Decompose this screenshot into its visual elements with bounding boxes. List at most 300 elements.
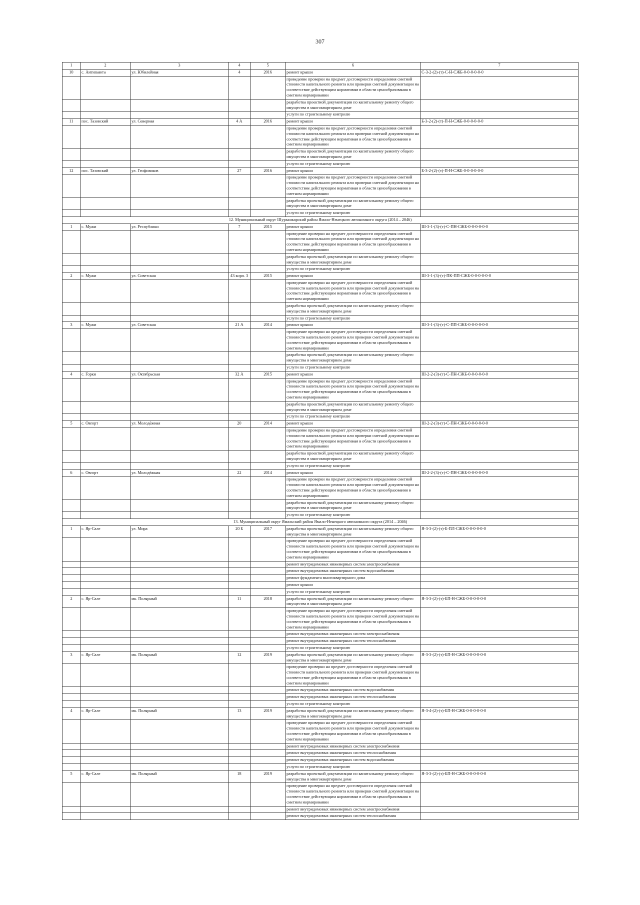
year-cell: 2019 <box>250 652 285 664</box>
empty-cell <box>420 582 578 589</box>
street-cell: ул. Молодёжная <box>130 470 228 477</box>
empty-cell <box>130 757 228 764</box>
empty-cell <box>62 280 80 303</box>
empty-cell <box>250 401 285 413</box>
empty-cell <box>80 427 130 450</box>
work-type-cell: ремонт крыши <box>285 582 420 589</box>
work-subrow <box>62 450 578 462</box>
empty-cell <box>62 743 80 750</box>
empty-cell <box>250 99 285 111</box>
table-row <box>62 371 578 378</box>
work-type-cell: ремонт внутридомовых инженерных систем теплоснабжения <box>285 638 420 645</box>
empty-cell <box>62 512 80 519</box>
work-type-cell: ремонт внутридомовых инженерных систем теплоснабжения <box>285 813 420 820</box>
empty-cell <box>80 198 130 210</box>
empty-cell <box>228 701 250 708</box>
empty-cell <box>130 210 228 217</box>
work-subrow <box>62 315 578 322</box>
empty-cell <box>62 427 80 450</box>
empty-cell <box>80 315 130 322</box>
work-type-cell: услуги по строительному контролю <box>285 111 420 118</box>
empty-cell <box>62 76 80 99</box>
empty-cell <box>62 561 80 568</box>
empty-cell <box>130 743 228 750</box>
street-cell: ул. Молодёжная <box>130 420 228 427</box>
empty-cell <box>228 148 250 160</box>
empty-cell <box>130 645 228 652</box>
empty-cell <box>228 806 250 813</box>
street-cell: мк. Полярный <box>130 771 228 783</box>
empty-cell <box>420 589 578 596</box>
empty-cell <box>228 813 250 820</box>
empty-cell <box>228 266 250 273</box>
empty-cell <box>62 631 80 638</box>
table-row <box>62 118 578 125</box>
work-subrow <box>62 125 578 148</box>
empty-cell <box>228 743 250 750</box>
empty-cell <box>130 561 228 568</box>
work-subrow <box>62 364 578 371</box>
empty-cell <box>420 694 578 701</box>
work-subrow <box>62 783 578 806</box>
empty-cell <box>62 99 80 111</box>
empty-cell <box>62 315 80 322</box>
street-cell: ул. Советская <box>130 273 228 280</box>
work-subrow <box>62 231 578 254</box>
empty-cell <box>228 210 250 217</box>
empty-cell <box>228 111 250 118</box>
empty-cell <box>62 720 80 743</box>
empty-cell <box>62 568 80 575</box>
empty-cell <box>228 575 250 582</box>
street-cell: мк. Полярный <box>130 708 228 720</box>
work-type-cell: разработка проектной документации по капитальному ремонту общего имущества в многоквартирном доме <box>285 708 420 720</box>
empty-cell <box>420 608 578 631</box>
empty-cell <box>62 352 80 364</box>
empty-cell <box>130 750 228 757</box>
work-type-cell: разработка проектной документации по капитальному ремонту общего имущества в многоквартирном доме <box>285 652 420 664</box>
empty-cell <box>420 645 578 652</box>
header-cell-1: 1 <box>62 62 80 69</box>
work-subrow <box>62 476 578 499</box>
work-type-cell: проведение проверки на предмет достоверности определения сметной стоимости капитального ремонта или проверки сметной документации на соответствие действующим нормативам в области ценообразования в сметном нормировании <box>286 428 419 449</box>
empty-cell <box>130 582 228 589</box>
empty-cell <box>250 783 285 806</box>
object-code-cell: С-3-2-(2)-(т)-С-Н-СЖБ-0-0-0-0-0-0 <box>420 69 578 76</box>
street-cell: мк. Полярный <box>130 596 228 608</box>
empty-cell <box>228 764 250 771</box>
empty-cell <box>80 645 130 652</box>
empty-cell <box>130 401 228 413</box>
work-type-cell: ремонт крыши <box>285 69 420 76</box>
empty-cell <box>250 757 285 764</box>
empty-cell <box>420 254 578 266</box>
empty-cell <box>250 568 285 575</box>
work-subrow <box>62 743 578 750</box>
empty-cell <box>62 764 80 771</box>
work-subrow <box>62 148 578 160</box>
settlement-cell: с. Яр-Сале <box>80 708 130 720</box>
year-cell: 2014 <box>250 470 285 477</box>
object-code-cell: Ш-2-2-(3)-(т)-С-ПН-СЖБ-0-0-0-0-0-0 <box>420 371 578 378</box>
empty-cell <box>250 364 285 371</box>
empty-cell <box>62 575 80 582</box>
work-subrow <box>62 687 578 694</box>
empty-cell <box>80 631 130 638</box>
empty-cell <box>80 538 130 561</box>
empty-cell <box>228 315 250 322</box>
header-cell-4: 4 <box>228 62 250 69</box>
empty-cell <box>80 694 130 701</box>
empty-cell <box>130 148 228 160</box>
empty-cell <box>62 254 80 266</box>
table-row <box>62 224 578 231</box>
street-cell: ул. Юбилейная <box>130 69 228 76</box>
empty-cell <box>250 161 285 168</box>
empty-cell <box>228 589 250 596</box>
work-type-cell: ремонт внутридомовых инженерных систем водоснабжения <box>285 687 420 694</box>
empty-cell <box>420 687 578 694</box>
empty-cell <box>228 687 250 694</box>
empty-cell <box>250 174 285 197</box>
work-type-cell: проведение проверки на предмет достоверности определения сметной стоимости капитального ремонта или проверки сметной документации на соответствие действующим нормативам в области ценообразования в сметном нормировании <box>286 783 419 805</box>
street-cell: мк. Полярный <box>130 652 228 664</box>
empty-cell <box>420 538 578 561</box>
empty-cell <box>250 266 285 273</box>
empty-cell <box>130 76 228 99</box>
empty-cell <box>228 664 250 687</box>
empty-cell <box>228 694 250 701</box>
empty-cell <box>130 254 228 266</box>
empty-cell <box>420 427 578 450</box>
object-code-cell: Я-3-4-(2)-(т)-БП-Н-СЖБ-0-0-0-0-0-0 <box>420 708 578 720</box>
empty-cell <box>80 352 130 364</box>
house-number-cell: 27 <box>228 168 250 175</box>
table-row <box>62 470 578 477</box>
empty-cell <box>420 743 578 750</box>
work-subrow <box>62 329 578 352</box>
empty-cell <box>420 198 578 210</box>
empty-cell <box>62 476 80 499</box>
work-type-cell: разработка проектной документации по капитальному ремонту общего имущества в многоквартирном доме <box>285 352 420 364</box>
table-row <box>62 322 578 329</box>
empty-cell <box>130 450 228 462</box>
empty-cell <box>80 720 130 743</box>
work-subrow <box>62 254 578 266</box>
empty-cell <box>250 125 285 148</box>
empty-cell <box>62 329 80 352</box>
empty-cell <box>130 631 228 638</box>
work-type-cell: ремонт крыши <box>285 118 420 125</box>
work-type-cell: ремонт внутридомовых инженерных систем электроснабжения <box>285 743 420 750</box>
empty-cell <box>62 538 80 561</box>
work-type-cell: ремонт крыши <box>285 273 420 280</box>
work-type-cell: разработка проектной документации по капитальному ремонту общего имущества в многоквартирном доме <box>285 771 420 783</box>
section-title: 12. Муниципальный округ Шурышкарский район Ямало-Ненецкого автономного округа (2014 – 2046) <box>62 217 578 224</box>
work-subrow <box>62 631 578 638</box>
work-type-cell: проведение проверки на предмет достоверности определения сметной стоимости капитального ремонта или проверки сметной документации на соответствие действующим нормативам в области ценообразования в сметном нормировании <box>286 76 419 98</box>
empty-cell <box>250 427 285 450</box>
empty-cell <box>80 254 130 266</box>
empty-cell <box>80 378 130 401</box>
house-number-cell: 11 <box>228 596 250 608</box>
empty-cell <box>250 575 285 582</box>
empty-cell <box>80 401 130 413</box>
work-type-cell: проведение проверки на предмет достоверности определения сметной стоимости капитального ремонта или проверки сметной документации на соответствие действующим нормативам в области ценообразования в сметном нормировании <box>286 720 419 742</box>
empty-cell <box>130 413 228 420</box>
house-number-cell: 12 <box>228 652 250 664</box>
empty-cell <box>80 329 130 352</box>
empty-cell <box>250 645 285 652</box>
empty-cell <box>62 413 80 420</box>
table-row <box>62 771 578 783</box>
empty-cell <box>250 76 285 99</box>
work-type-cell: проведение проверки на предмет достоверности определения сметной стоимости капитального ремонта или проверки сметной документации на соответствие действующим нормативам в области ценообразования в сметном нормировании <box>286 280 419 302</box>
empty-cell <box>420 266 578 273</box>
empty-cell <box>228 303 250 315</box>
empty-cell <box>80 608 130 631</box>
empty-cell <box>62 148 80 160</box>
empty-cell <box>250 687 285 694</box>
empty-cell <box>420 764 578 771</box>
work-subrow <box>62 266 578 273</box>
empty-cell <box>80 450 130 462</box>
table-row <box>62 273 578 280</box>
empty-cell <box>62 161 80 168</box>
empty-cell <box>250 450 285 462</box>
object-code-cell: Б-3-2-(2)-(т)-П-Н-СЖБ-0-0-0-0-0-0 <box>420 118 578 125</box>
empty-cell <box>420 364 578 371</box>
empty-cell <box>420 378 578 401</box>
empty-cell <box>420 500 578 512</box>
work-type-cell: ремонт крыши <box>285 224 420 231</box>
row-number: 12 <box>62 168 80 175</box>
empty-cell <box>80 161 130 168</box>
empty-cell <box>130 111 228 118</box>
object-code-cell: Я-3-3-(2)-(т)-БП-Н-СЖБ-0-0-0-0-0-0 <box>420 771 578 783</box>
house-number-cell: 4 А <box>228 118 250 125</box>
empty-cell <box>62 174 80 197</box>
work-type-cell: услуги по строительному контролю <box>285 701 420 708</box>
empty-cell <box>130 512 228 519</box>
empty-cell <box>62 687 80 694</box>
work-type-cell: проведение проверки на предмет достоверности определения сметной стоимости капитального ремонта или проверки сметной документации на соответствие действующим нормативам в области ценообразования в сметном нормировании <box>286 608 419 630</box>
empty-cell <box>420 631 578 638</box>
work-type-cell: разработка проектной документации по капитальному ремонту общего имущества в многоквартирном доме <box>285 254 420 266</box>
work-subrow <box>62 764 578 771</box>
empty-cell <box>228 512 250 519</box>
empty-cell <box>420 329 578 352</box>
empty-cell <box>80 575 130 582</box>
empty-cell <box>228 378 250 401</box>
empty-cell <box>130 476 228 499</box>
house-number-cell: 20 Б <box>228 526 250 538</box>
empty-cell <box>420 401 578 413</box>
empty-cell <box>250 111 285 118</box>
empty-cell <box>250 589 285 596</box>
empty-cell <box>80 266 130 273</box>
street-cell: ул. Мира <box>130 526 228 538</box>
empty-cell <box>228 231 250 254</box>
object-code-cell: Ш-3-1-(3)-(т)-С-ПП-СЖБ-0-0-0-0-0-0 <box>420 322 578 329</box>
empty-cell <box>62 608 80 631</box>
empty-cell <box>420 148 578 160</box>
work-subrow <box>62 463 578 470</box>
object-code-cell: Ш-2-2-(3)-(т)-С-ПН-СЖБ-0-0-0-0-0-0 <box>420 420 578 427</box>
work-type-cell: ремонт внутридомовых инженерных систем электроснабжения <box>285 806 420 813</box>
empty-cell <box>250 631 285 638</box>
empty-cell <box>80 806 130 813</box>
empty-cell <box>80 125 130 148</box>
empty-cell <box>228 413 250 420</box>
empty-cell <box>130 161 228 168</box>
empty-cell <box>62 813 80 820</box>
work-type-cell: проведение проверки на предмет достоверности определения сметной стоимости капитального ремонта или проверки сметной документации на соответствие действующим нормативам в области ценообразования в сметном нормировании <box>286 125 419 147</box>
table-row <box>62 168 578 175</box>
empty-cell <box>80 476 130 499</box>
work-type-cell: проведение проверки на предмет достоверности определения сметной стоимости капитального ремонта или проверки сметной документации на соответствие действующим нормативам в области ценообразования в сметном нормировании <box>286 477 419 498</box>
empty-cell <box>80 174 130 197</box>
empty-cell <box>250 148 285 160</box>
work-subrow <box>62 413 578 420</box>
work-subrow <box>62 174 578 197</box>
work-subrow <box>62 589 578 596</box>
row-number: 6 <box>62 470 80 477</box>
empty-cell <box>62 364 80 371</box>
empty-cell <box>130 813 228 820</box>
empty-cell <box>250 720 285 743</box>
empty-cell <box>420 231 578 254</box>
empty-cell <box>130 608 228 631</box>
work-type-cell: ремонт крыши <box>285 322 420 329</box>
row-number: 10 <box>62 69 80 76</box>
empty-cell <box>80 589 130 596</box>
work-subrow <box>62 813 578 820</box>
work-type-cell: разработка проектной документации по капитальному ремонту общего имущества в многоквартирном доме <box>285 596 420 608</box>
table-row <box>62 69 578 76</box>
empty-cell <box>228 582 250 589</box>
empty-cell <box>420 99 578 111</box>
empty-cell <box>250 512 285 519</box>
empty-cell <box>80 582 130 589</box>
settlement-cell: с. Овгорт <box>80 420 130 427</box>
empty-cell <box>228 99 250 111</box>
empty-cell <box>228 450 250 462</box>
work-subrow <box>62 608 578 631</box>
work-type-cell: разработка проектной документации по капитальному ремонту общего имущества в многоквартирном доме <box>285 401 420 413</box>
empty-cell <box>62 378 80 401</box>
table-row <box>62 526 578 538</box>
house-number-cell: 7 <box>228 224 250 231</box>
empty-cell <box>130 303 228 315</box>
empty-cell <box>130 764 228 771</box>
year-cell: 2016 <box>250 118 285 125</box>
work-subrow <box>62 582 578 589</box>
empty-cell <box>80 280 130 303</box>
settlement-cell: с. Мужи <box>80 224 130 231</box>
empty-cell <box>420 701 578 708</box>
empty-cell <box>420 463 578 470</box>
empty-cell <box>62 664 80 687</box>
work-type-cell: ремонт крыши <box>285 168 420 175</box>
work-type-cell: услуги по строительному контролю <box>285 413 420 420</box>
empty-cell <box>130 280 228 303</box>
street-cell: ул. Октябрьская <box>130 371 228 378</box>
empty-cell <box>62 210 80 217</box>
empty-cell <box>130 198 228 210</box>
row-number: 3 <box>62 322 80 329</box>
empty-cell <box>250 538 285 561</box>
settlement-cell: с. Яр-Сале <box>80 652 130 664</box>
settlement-cell: с. Мужи <box>80 273 130 280</box>
empty-cell <box>130 720 228 743</box>
work-subrow <box>62 806 578 813</box>
work-subrow <box>62 757 578 764</box>
empty-cell <box>250 476 285 499</box>
header-cell-7: 7 <box>420 62 578 69</box>
empty-cell <box>228 568 250 575</box>
empty-cell <box>420 783 578 806</box>
empty-cell <box>130 500 228 512</box>
house-number-cell: 43 корп. 3 <box>228 273 250 280</box>
empty-cell <box>80 568 130 575</box>
empty-cell <box>420 638 578 645</box>
empty-cell <box>62 303 80 315</box>
work-type-cell: ремонт крыши <box>285 420 420 427</box>
empty-cell <box>420 757 578 764</box>
empty-cell <box>228 161 250 168</box>
settlement-cell: с. Яр-Сале <box>80 596 130 608</box>
work-subrow <box>62 512 578 519</box>
work-subrow <box>62 694 578 701</box>
empty-cell <box>80 764 130 771</box>
empty-cell <box>130 463 228 470</box>
empty-cell <box>420 813 578 820</box>
work-type-cell: проведение проверки на предмет достоверности определения сметной стоимости капитального ремонта или проверки сметной документации на соответствие действующим нормативам в области ценообразования в сметном нормировании <box>286 231 419 252</box>
work-type-cell: ремонт внутридомовых инженерных систем электроснабжения <box>285 631 420 638</box>
empty-cell <box>62 783 80 806</box>
empty-cell <box>228 476 250 499</box>
work-subrow <box>62 111 578 118</box>
empty-cell <box>80 99 130 111</box>
empty-cell <box>80 512 130 519</box>
work-type-cell: проведение проверки на предмет достоверности определения сметной стоимости капитального ремонта или проверки сметной документации на соответствие действующим нормативам в области ценообразования в сметном нормировании <box>286 175 419 196</box>
object-code-cell: Б-3-2-(2)-(т)-П-Н-СЖБ-0-0-0-0-0-0 <box>420 168 578 175</box>
work-type-cell: разработка проектной документации по капитальному ремонту общего имущества в многоквартирном доме <box>285 526 420 538</box>
year-cell: 2019 <box>250 771 285 783</box>
empty-cell <box>80 463 130 470</box>
work-type-cell: разработка проектной документации по капитальному ремонту общего имущества в многоквартирном доме <box>285 500 420 512</box>
empty-cell <box>130 538 228 561</box>
empty-cell <box>80 783 130 806</box>
year-cell: 2015 <box>250 273 285 280</box>
empty-cell <box>80 701 130 708</box>
empty-cell <box>420 720 578 743</box>
empty-cell <box>228 401 250 413</box>
empty-cell <box>420 664 578 687</box>
header-cell-6: 6 <box>285 62 420 69</box>
empty-cell <box>62 750 80 757</box>
empty-cell <box>130 125 228 148</box>
work-subrow <box>62 161 578 168</box>
work-type-cell: проведение проверки на предмет достоверности определения сметной стоимости капитального ремонта или проверки сметной документации на соответствие действующим нормативам в области ценообразования в сметном нормировании <box>286 378 419 400</box>
empty-cell <box>420 125 578 148</box>
empty-cell <box>250 764 285 771</box>
work-type-cell: разработка проектной документации по капитальному ремонту общего имущества в многоквартирном доме <box>285 303 420 315</box>
section-header-row <box>62 217 578 224</box>
empty-cell <box>80 231 130 254</box>
empty-cell <box>420 512 578 519</box>
